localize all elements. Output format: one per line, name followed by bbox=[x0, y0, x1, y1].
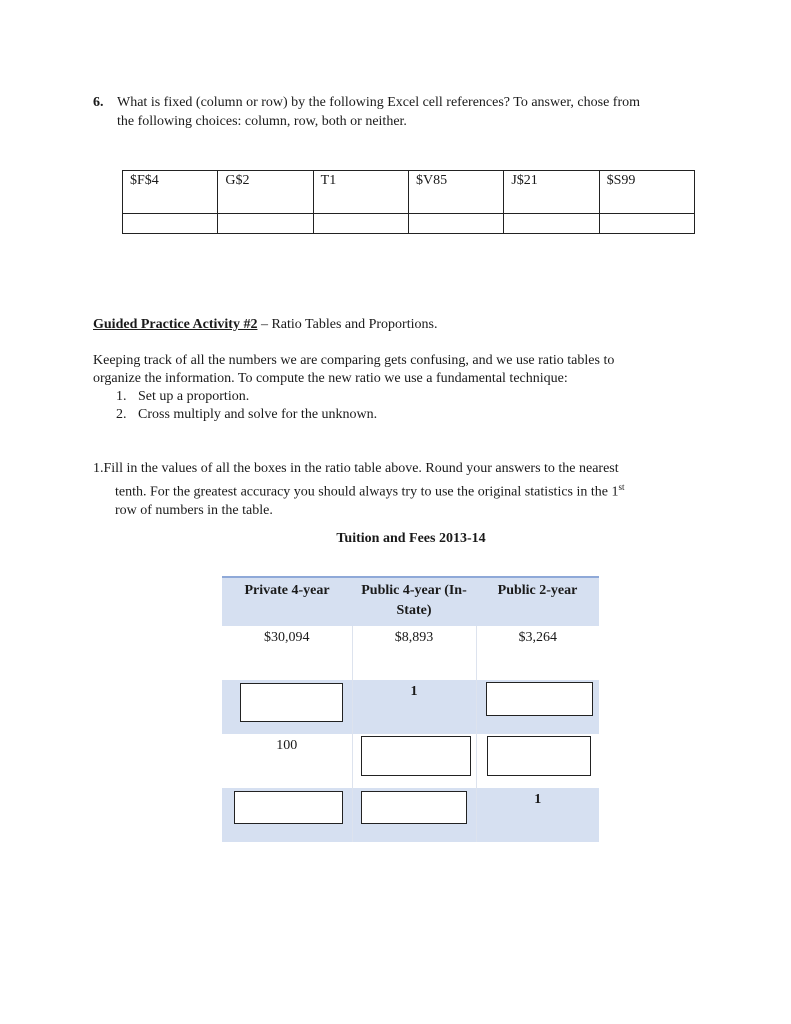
box-cell bbox=[352, 734, 476, 788]
value-cell: 1 bbox=[476, 788, 599, 842]
cell-reference-table bbox=[122, 170, 695, 234]
intro-line1: Keeping track of all the numbers we are comparing gets confusing, and we use ratio tables to bbox=[93, 353, 615, 368]
answer-box[interactable] bbox=[240, 683, 343, 722]
value-cell: 1 bbox=[352, 680, 476, 734]
question-text-line2: the following choices: column, row, both or neither. bbox=[117, 114, 407, 129]
step-item: 1. Set up a proportion. bbox=[116, 389, 250, 404]
box-cell bbox=[476, 680, 599, 734]
header-public-4-year: Public 4-year (In-State) bbox=[352, 577, 476, 626]
question-6 bbox=[93, 93, 713, 131]
answer-cell[interactable] bbox=[313, 214, 408, 234]
box-cell bbox=[222, 680, 352, 734]
reference-cell: J$21 bbox=[504, 171, 599, 214]
header-row bbox=[222, 577, 599, 626]
answer-box[interactable] bbox=[361, 791, 467, 824]
question-text-line1: What is fixed (column or row) by the following Excel cell references? To answer, chose from bbox=[117, 95, 641, 110]
reference-cell: G$2 bbox=[218, 171, 313, 214]
table-row bbox=[222, 734, 599, 788]
box-cell bbox=[476, 734, 599, 788]
fill-line3: row of numbers in the table. bbox=[115, 502, 273, 518]
fill-line2: tenth. For the greatest accuracy you should always try to use the original statistics in the 1st bbox=[115, 482, 625, 500]
answer-box[interactable] bbox=[486, 682, 593, 716]
table-row bbox=[222, 626, 599, 680]
header-private-4-year: Private 4-year bbox=[222, 577, 352, 626]
fill-instruction bbox=[93, 460, 703, 520]
reference-row bbox=[123, 171, 695, 214]
ratio-table bbox=[222, 576, 599, 842]
value-cell: $8,893 bbox=[352, 626, 476, 680]
answer-box[interactable] bbox=[361, 736, 471, 776]
box-cell bbox=[352, 788, 476, 842]
answer-row bbox=[123, 214, 695, 234]
answer-cell[interactable] bbox=[504, 214, 599, 234]
reference-cell: T1 bbox=[313, 171, 408, 214]
guided-practice-heading bbox=[93, 317, 437, 333]
activity-title: Guided Practice Activity #2 bbox=[93, 317, 258, 332]
answer-cell[interactable] bbox=[599, 214, 694, 234]
steps-list bbox=[116, 388, 377, 424]
step-item: 2. Cross multiply and solve for the unknown. bbox=[116, 407, 378, 422]
reference-cell: $S99 bbox=[599, 171, 694, 214]
table-row bbox=[222, 788, 599, 842]
fill-line1: 1.Fill in the values of all the boxes in the ratio table above. Round your answers to the nearest bbox=[93, 461, 619, 476]
activity-subtitle: – Ratio Tables and Proportions. bbox=[257, 317, 438, 332]
answer-cell[interactable] bbox=[218, 214, 313, 234]
question-number: 6. bbox=[93, 95, 104, 110]
intro-paragraph bbox=[93, 352, 703, 388]
answer-box[interactable] bbox=[487, 736, 591, 776]
header-public-2-year: Public 2-year bbox=[476, 577, 599, 626]
answer-cell[interactable] bbox=[408, 214, 503, 234]
table-caption: Tuition and Fees 2013-14 bbox=[336, 531, 486, 546]
reference-cell: $F$4 bbox=[123, 171, 218, 214]
box-cell bbox=[222, 788, 352, 842]
value-cell: $3,264 bbox=[476, 626, 599, 680]
reference-cell: $V85 bbox=[408, 171, 503, 214]
intro-line2: organize the information. To compute the new ratio we use a fundamental technique: bbox=[93, 371, 568, 386]
answer-box[interactable] bbox=[234, 791, 343, 824]
value-cell: $30,094 bbox=[222, 626, 352, 680]
answer-cell[interactable] bbox=[123, 214, 218, 234]
value-cell: 100 bbox=[222, 734, 352, 788]
table-row bbox=[222, 680, 599, 734]
